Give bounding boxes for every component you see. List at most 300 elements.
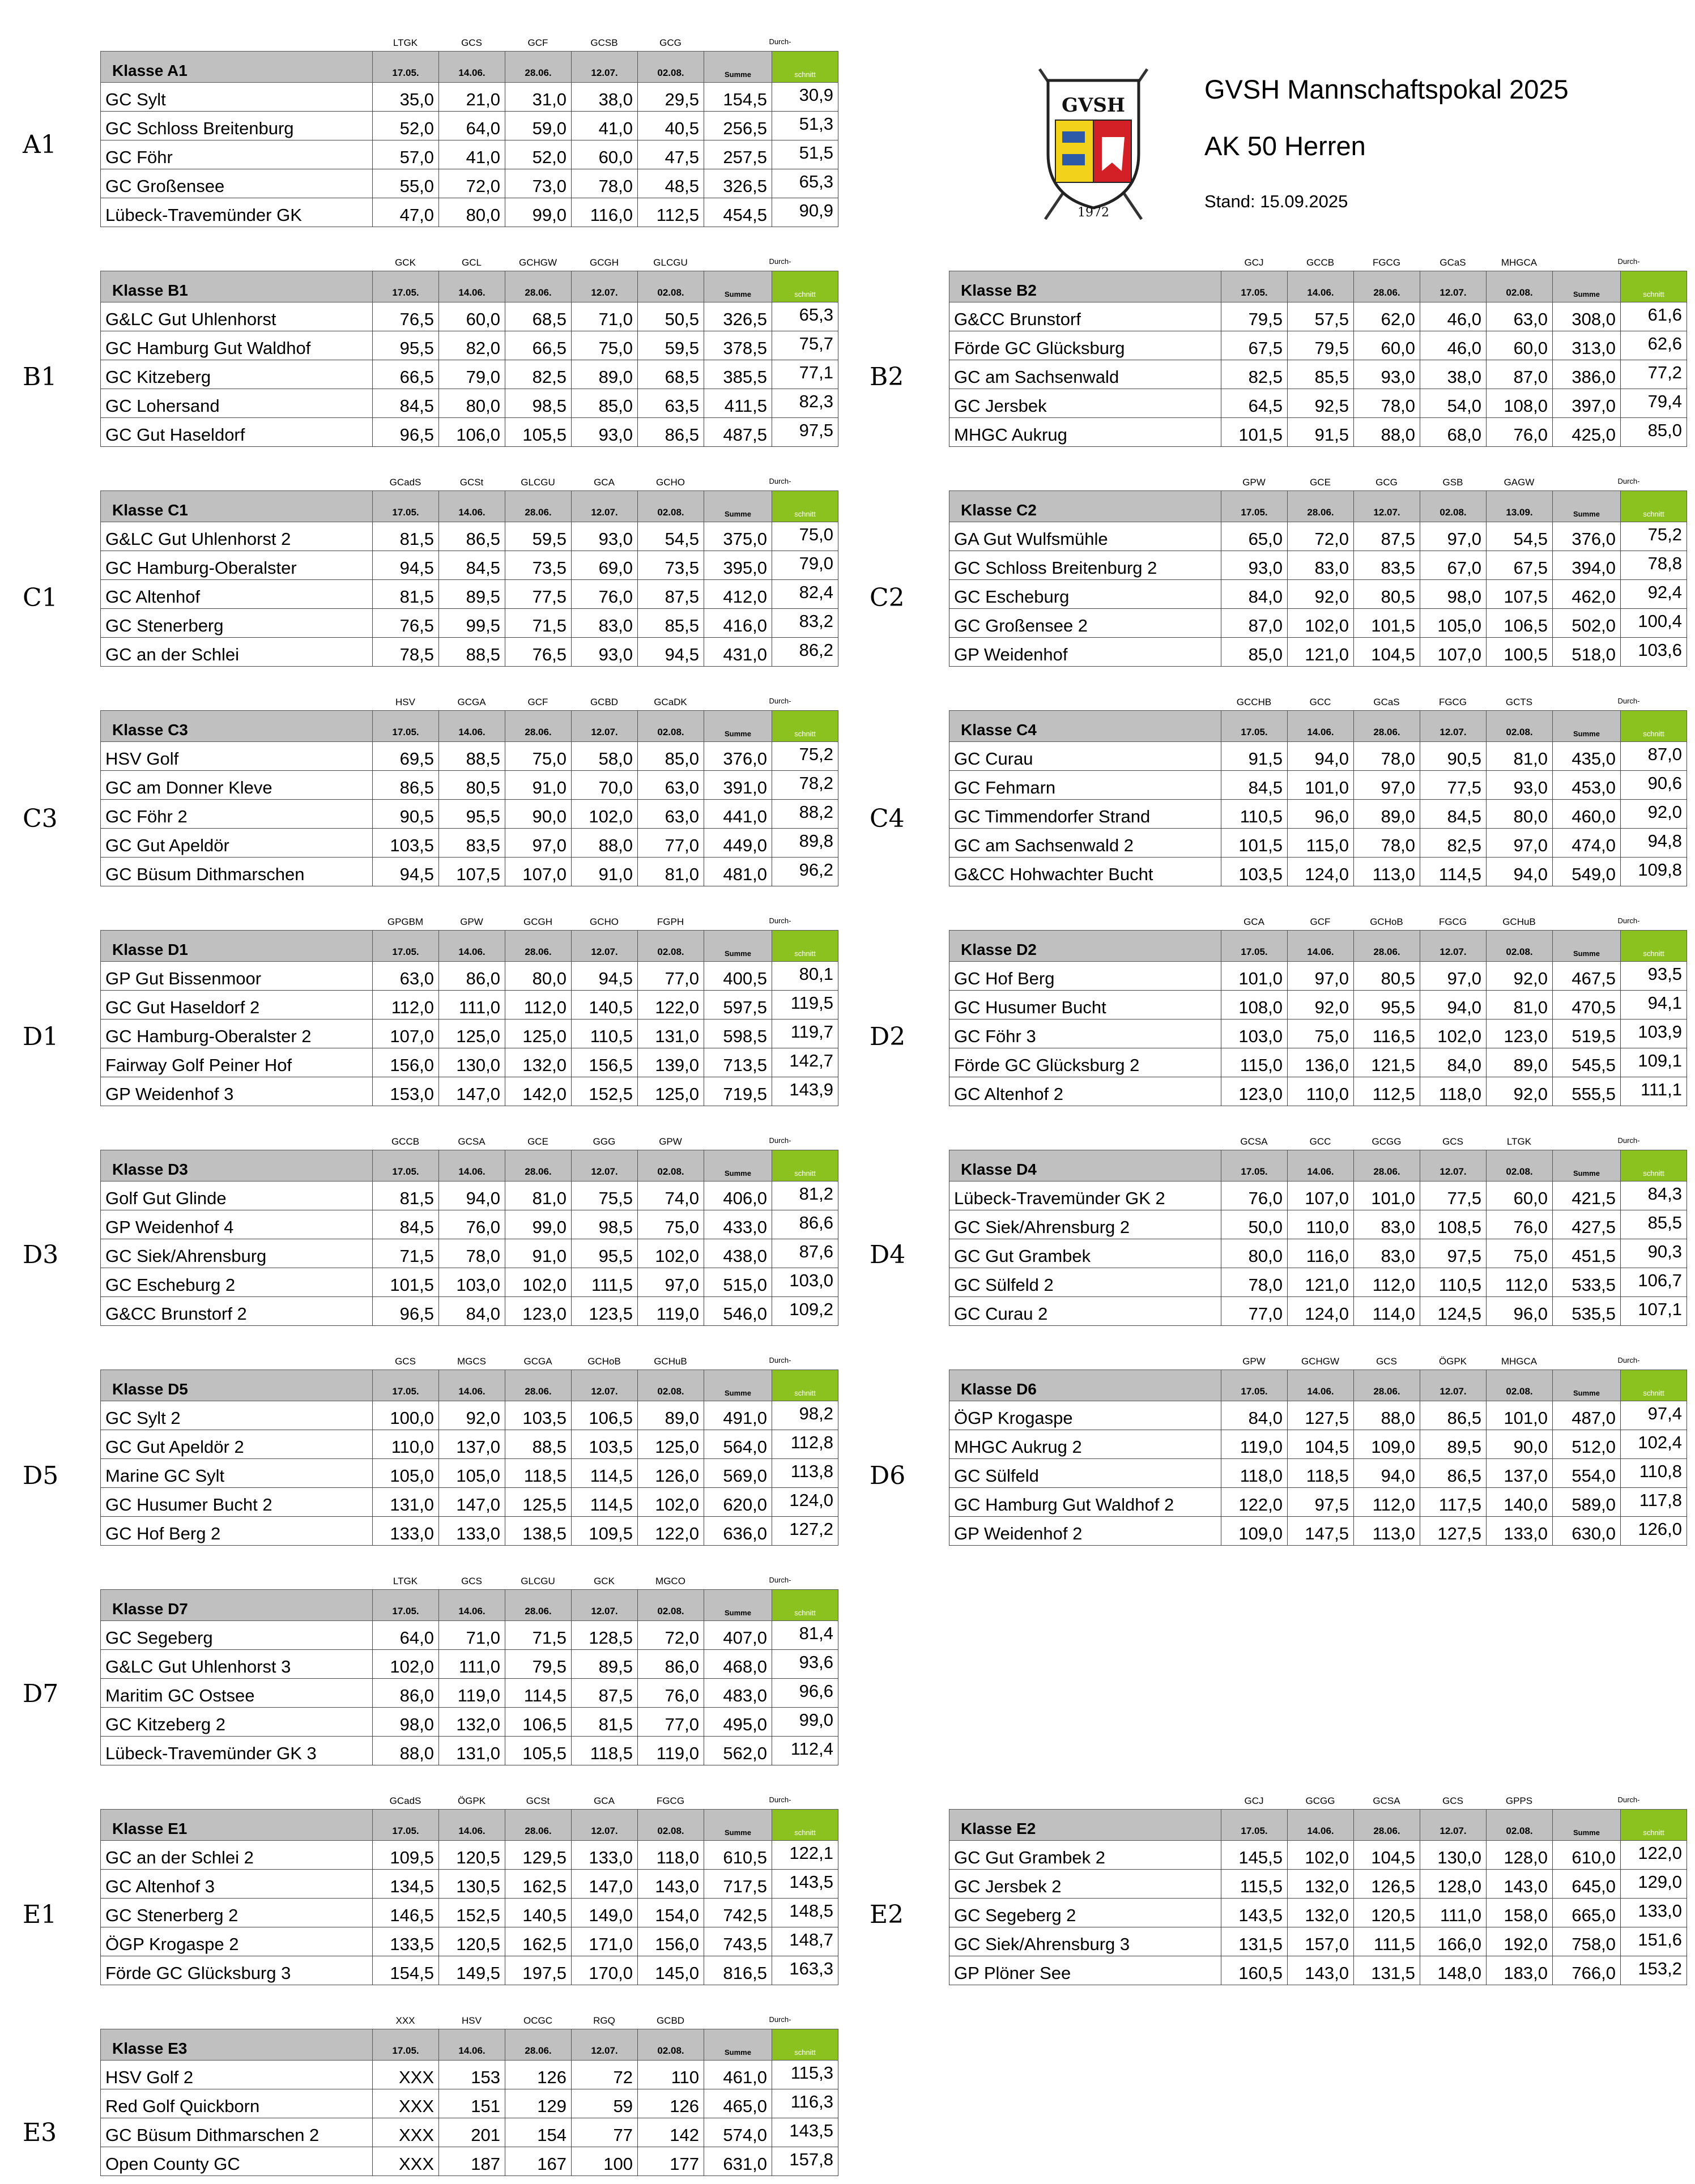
sum: 766,0 [1553,1956,1621,1985]
venue-code: MGCO [655,1576,685,1586]
round-score: 105,0 [373,1459,439,1488]
table-row [101,1077,838,1106]
average: 89,8 [772,829,838,858]
sum-header: Summe [1553,711,1621,742]
sum: 256,5 [704,112,772,140]
round-score: 91,0 [572,858,638,886]
round-score: 118,0 [1221,1459,1288,1488]
venue-codes [100,693,831,709]
round-date: 17.05. [373,52,439,83]
round-score: 111,0 [439,991,505,1020]
class-side-label: C2 [870,583,905,612]
sum: 154,5 [704,83,772,112]
venue-code: GCS [1442,1136,1463,1147]
sum: 665,0 [1553,1899,1621,1927]
venue-code: GCHGW [1301,1356,1340,1367]
venue-code: ÖGPK [1438,1356,1467,1367]
avg-header-top: Durch- [769,1356,791,1364]
round-date: 17.05. [373,1150,439,1181]
table-row [949,742,1687,771]
round-score: 80,0 [439,389,505,418]
round-score: 101,0 [1354,1181,1420,1210]
average: 148,5 [772,1899,838,1927]
avg-header-top: Durch- [769,257,791,266]
table-row [101,858,838,886]
round-date: 28.06. [1354,1810,1420,1841]
team-name: GC Büsum Dithmarschen [101,858,373,886]
sum: 412,0 [704,580,772,609]
table-row [949,522,1687,551]
round-score: 110,0 [1288,1077,1354,1106]
round-score: 101,5 [1221,829,1288,858]
sum: 713,5 [704,1048,772,1077]
round-date: 02.08. [638,1370,704,1401]
sum: 758,0 [1553,1927,1621,1956]
average: 122,0 [1621,1841,1687,1870]
round-score: 101,5 [1354,609,1420,638]
round-score: 95,5 [572,1239,638,1268]
round-date: 28.06. [505,711,572,742]
average: 143,9 [772,1077,838,1106]
venue-code: GCHO [656,477,685,488]
round-score: 84,5 [373,1210,439,1239]
table-row [949,418,1687,447]
round-date: 28.06. [505,271,572,302]
avg-header-top: Durch- [1617,1795,1640,1804]
team-name: GC Jersbek 2 [949,1870,1221,1899]
venue-code: GCHuB [1502,916,1536,927]
round-score: 91,0 [505,1239,572,1268]
round-score: 54,0 [1420,389,1487,418]
round-score: 153 [439,2061,505,2089]
round-score: 77,5 [1420,771,1487,800]
average: 96,6 [772,1679,838,1708]
sum: 717,5 [704,1870,772,1899]
round-score: 103,5 [373,829,439,858]
round-score: 140,5 [505,1899,572,1927]
round-score: 52,0 [505,140,572,169]
avg-header-top: Durch- [769,1576,791,1584]
team-name: GC am Sachsenwald [949,360,1221,389]
round-score: 102,0 [1288,609,1354,638]
round-score: 89,5 [572,1650,638,1679]
round-date: 12.07. [572,711,638,742]
round-score: 81,5 [373,580,439,609]
round-score: 112,0 [505,991,572,1020]
round-score: XXX [373,2061,439,2089]
sum: 487,0 [1553,1401,1621,1430]
round-score: 171,0 [572,1927,638,1956]
round-score: 64,0 [439,112,505,140]
round-score: 55,0 [373,169,439,198]
table-row [101,1430,838,1459]
round-score: 131,0 [373,1488,439,1517]
round-score: 94,5 [373,858,439,886]
venue-code: GCF [527,37,548,48]
class-name: Klasse A1 [101,52,373,83]
venue-code: FGPH [657,916,684,927]
avg-header: schnitt [772,52,838,83]
results-table [100,2029,838,2176]
round-score: 107,0 [1288,1181,1354,1210]
team-name: GC Siek/Ahrensburg 3 [949,1927,1221,1956]
results-table [100,1809,838,1985]
average: 85,0 [1621,418,1687,447]
sum: 742,5 [704,1899,772,1927]
round-date: 28.06. [505,491,572,522]
round-date: 28.06. [505,1810,572,1841]
venue-code: GCGH [523,916,552,927]
round-date: 12.07. [1420,271,1487,302]
table-row [949,1459,1687,1488]
round-score: 192,0 [1487,1927,1553,1956]
page-subtitle: AK 50 Herren [1204,131,1366,161]
sum: 487,5 [704,418,772,447]
round-date: 13.09. [1487,491,1553,522]
average: 79,0 [772,551,838,580]
venue-code: GCA [594,477,615,488]
round-score: 109,0 [1221,1517,1288,1546]
table-row [949,1517,1687,1546]
table-row [949,1181,1687,1210]
round-score: 95,5 [373,331,439,360]
round-score: 122,0 [638,991,704,1020]
sum: 460,0 [1553,800,1621,829]
round-score: 147,0 [439,1077,505,1106]
round-score: 84,5 [439,551,505,580]
avg-header: schnitt [772,931,838,962]
round-date: 02.08. [638,491,704,522]
class-side-label: E3 [23,2118,57,2147]
round-score: 94,0 [1288,742,1354,771]
round-score: 79,5 [1221,302,1288,331]
class-name: Klasse D5 [101,1370,373,1401]
round-score: 154 [505,2118,572,2147]
sum: 519,5 [1553,1020,1621,1048]
round-score: 83,0 [1288,551,1354,580]
table-row [949,1899,1687,1927]
table-row [949,771,1687,800]
round-score: 123,0 [1487,1020,1553,1048]
round-score: 183,0 [1487,1956,1553,1985]
round-score: 142,0 [505,1077,572,1106]
round-score: 62,0 [1354,302,1420,331]
round-score: 86,5 [373,771,439,800]
round-score: 76,0 [1487,418,1553,447]
venue-code: MGCS [457,1356,486,1367]
round-score: 129 [505,2089,572,2118]
round-score: 79,5 [505,1650,572,1679]
round-score: 102,0 [638,1239,704,1268]
team-name: GC Sylt [101,83,373,112]
round-score: 78,0 [1354,389,1420,418]
round-date: 12.07. [1354,491,1420,522]
round-score: 84,0 [1420,1048,1487,1077]
round-score: 97,0 [1487,829,1553,858]
round-score: 133,0 [373,1517,439,1546]
round-score: 147,5 [1288,1517,1354,1546]
round-score: 126 [505,2061,572,2089]
round-score: 170,0 [572,1956,638,1985]
round-score: 80,0 [1487,800,1553,829]
round-score: 145,5 [1221,1841,1288,1870]
table-row [101,1621,838,1650]
round-score: 50,0 [1221,1210,1288,1239]
average: 75,2 [772,742,838,771]
venue-code: GCE [1310,477,1331,488]
round-score: 118,0 [638,1841,704,1870]
team-name: GC Sülfeld 2 [949,1268,1221,1297]
average: 106,7 [1621,1268,1687,1297]
round-score: 59,0 [505,112,572,140]
average: 116,3 [772,2089,838,2118]
round-score: 102,0 [505,1268,572,1297]
round-score: 118,5 [505,1459,572,1488]
round-score: 66,5 [373,360,439,389]
team-name: GC Husumer Bucht [949,991,1221,1020]
round-score: 75,0 [1288,1020,1354,1048]
round-score: XXX [373,2089,439,2118]
table-row [101,1459,838,1488]
team-name: GC am Donner Kleve [101,771,373,800]
sum: 461,0 [704,2061,772,2089]
venue-code: GPW [1242,1356,1266,1367]
round-date: 02.08. [1487,1370,1553,1401]
sum: 502,0 [1553,609,1621,638]
round-date: 02.08. [1487,271,1553,302]
round-score: 115,0 [1221,1048,1288,1077]
round-score: 71,5 [505,609,572,638]
round-score: 85,5 [638,609,704,638]
round-score: 100,0 [373,1401,439,1430]
team-name: GC Großensee 2 [949,609,1221,638]
round-score: 102,0 [1288,1841,1354,1870]
round-score: 88,5 [505,1430,572,1459]
round-score: 93,0 [1221,551,1288,580]
class-name: Klasse E2 [949,1810,1221,1841]
sum: 645,0 [1553,1870,1621,1899]
round-score: 147,0 [572,1870,638,1899]
table-row [101,83,838,112]
table-row [101,800,838,829]
table-row [101,1020,838,1048]
round-date: 14.06. [439,52,505,83]
round-date: 02.08. [638,711,704,742]
round-score: 76,0 [1487,1210,1553,1239]
avg-header-top: Durch- [769,37,791,46]
round-date: 28.06. [505,2029,572,2061]
round-score: 70,0 [572,771,638,800]
round-score: 72,0 [638,1621,704,1650]
avg-header: schnitt [1621,491,1687,522]
average: 86,6 [772,1210,838,1239]
round-score: 122,0 [638,1517,704,1546]
round-score: 128,5 [572,1621,638,1650]
table-row [101,1488,838,1517]
round-score: 133,0 [439,1517,505,1546]
venue-code: LTGK [393,37,418,48]
round-score: 103,5 [1221,858,1288,886]
avg-header-top: Durch- [769,2015,791,2024]
round-date: 12.07. [572,491,638,522]
venue-code: GCSB [590,37,618,48]
round-score: 60,0 [1354,331,1420,360]
team-name: GC Sülfeld [949,1459,1221,1488]
round-score: 73,5 [505,551,572,580]
round-score: 93,0 [572,638,638,667]
team-name: GC Jersbek [949,389,1221,418]
table-row [101,360,838,389]
avg-header: schnitt [1621,1370,1687,1401]
table-row [949,1841,1687,1870]
round-score: 156,5 [572,1048,638,1077]
round-score: 78,5 [373,638,439,667]
round-score: 100 [572,2147,638,2176]
table-row [101,551,838,580]
round-score: 94,5 [572,962,638,991]
round-score: 77,5 [505,580,572,609]
sum-header: Summe [704,1370,772,1401]
class-side-label: B2 [870,362,904,391]
round-score: 57,5 [1288,302,1354,331]
round-score: 59,5 [505,522,572,551]
table-row [949,638,1687,667]
venue-code: GLCGU [521,477,555,488]
sum-header: Summe [704,491,772,522]
average: 78,2 [772,771,838,800]
round-score: 119,0 [439,1679,505,1708]
class-name: Klasse D4 [949,1150,1221,1181]
average: 65,3 [772,302,838,331]
round-score: 131,0 [439,1737,505,1765]
table-row [949,829,1687,858]
sum: 427,5 [1553,1210,1621,1239]
average: 127,2 [772,1517,838,1546]
team-name: GP Weidenhof [949,638,1221,667]
average: 157,8 [772,2147,838,2176]
round-date: 12.07. [572,2029,638,2061]
round-score: 90,5 [1420,742,1487,771]
round-score: 132,0 [505,1048,572,1077]
team-name: GC Gut Haseldorf 2 [101,991,373,1020]
venue-code: MHGCA [1501,1356,1538,1367]
avg-header-top: Durch- [1617,257,1640,266]
round-score: 111,0 [439,1650,505,1679]
round-score: 96,0 [1288,800,1354,829]
round-score: 80,0 [1221,1239,1288,1268]
round-score: XXX [373,2118,439,2147]
avg-header: schnitt [772,491,838,522]
round-score: 80,5 [1354,580,1420,609]
table-row [101,1841,838,1870]
round-score: 98,5 [572,1210,638,1239]
round-score: 123,0 [505,1297,572,1326]
venue-codes [949,913,1680,929]
round-score: 88,5 [439,638,505,667]
round-score: 103,0 [439,1268,505,1297]
venue-code: GCK [395,257,416,268]
average: 94,1 [1621,991,1687,1020]
round-score: 126 [638,2089,704,2118]
round-date: 14.06. [1288,1810,1354,1841]
average: 109,1 [1621,1048,1687,1077]
round-date: 12.07. [1420,711,1487,742]
round-score: 94,5 [373,551,439,580]
venue-code: HSV [395,697,415,707]
round-score: 78,0 [572,169,638,198]
sum-header: Summe [1553,271,1621,302]
venue-code: GCBD [590,697,619,707]
round-score: 130,0 [439,1048,505,1077]
round-score: 107,0 [373,1020,439,1048]
round-date: 28.06. [1354,1150,1420,1181]
sum: 425,0 [1553,418,1621,447]
team-name: GC Lohersand [101,389,373,418]
venue-code: GCGA [523,1356,552,1367]
round-score: 41,0 [572,112,638,140]
sum: 378,5 [704,331,772,360]
venue-code: HSV [462,2015,482,2026]
sum: 546,0 [704,1297,772,1326]
round-score: 65,0 [1221,522,1288,551]
sum: 515,0 [704,1268,772,1297]
round-score: 92,0 [439,1401,505,1430]
round-score: 81,5 [373,1181,439,1210]
round-score: 145,0 [638,1956,704,1985]
round-score: 112,5 [638,198,704,227]
round-score: 81,0 [1487,742,1553,771]
average: 30,9 [772,83,838,112]
round-date: 14.06. [439,491,505,522]
round-score: 125,0 [638,1430,704,1459]
results-table [100,51,838,227]
venue-code: GCS [461,37,482,48]
round-score: 79,0 [439,360,505,389]
venue-code: GCA [1243,916,1264,927]
venue-codes [100,474,831,489]
table-row [101,302,838,331]
team-name: Förde GC Glücksburg 2 [949,1048,1221,1077]
class-name: Klasse C1 [101,491,373,522]
round-score: 123,0 [1221,1077,1288,1106]
class-name: Klasse E3 [101,2029,373,2061]
round-score: 133,0 [572,1841,638,1870]
sum: 376,0 [1553,522,1621,551]
avg-header: schnitt [1621,271,1687,302]
round-score: 87,0 [1221,609,1288,638]
round-score: 103,5 [572,1430,638,1459]
venue-code: GCE [527,1136,548,1147]
round-score: 137,0 [439,1430,505,1459]
sum: 569,0 [704,1459,772,1488]
avg-header-top: Durch- [769,697,791,705]
round-score: 118,5 [572,1737,638,1765]
average: 143,5 [772,2118,838,2147]
table-row [949,1268,1687,1297]
average: 109,8 [1621,858,1687,886]
round-date: 02.08. [638,1150,704,1181]
avg-header: schnitt [772,1590,838,1621]
round-score: XXX [373,2147,439,2176]
average: 75,2 [1621,522,1687,551]
venue-code: GCadS [389,477,421,488]
round-score: 132,0 [1288,1899,1354,1927]
venue-code: FGCG [1438,916,1467,927]
round-score: 85,0 [1221,638,1288,667]
team-name: GP Gut Bissenmoor [101,962,373,991]
round-score: 131,5 [1354,1956,1420,1985]
venue-code: GCGH [590,257,619,268]
